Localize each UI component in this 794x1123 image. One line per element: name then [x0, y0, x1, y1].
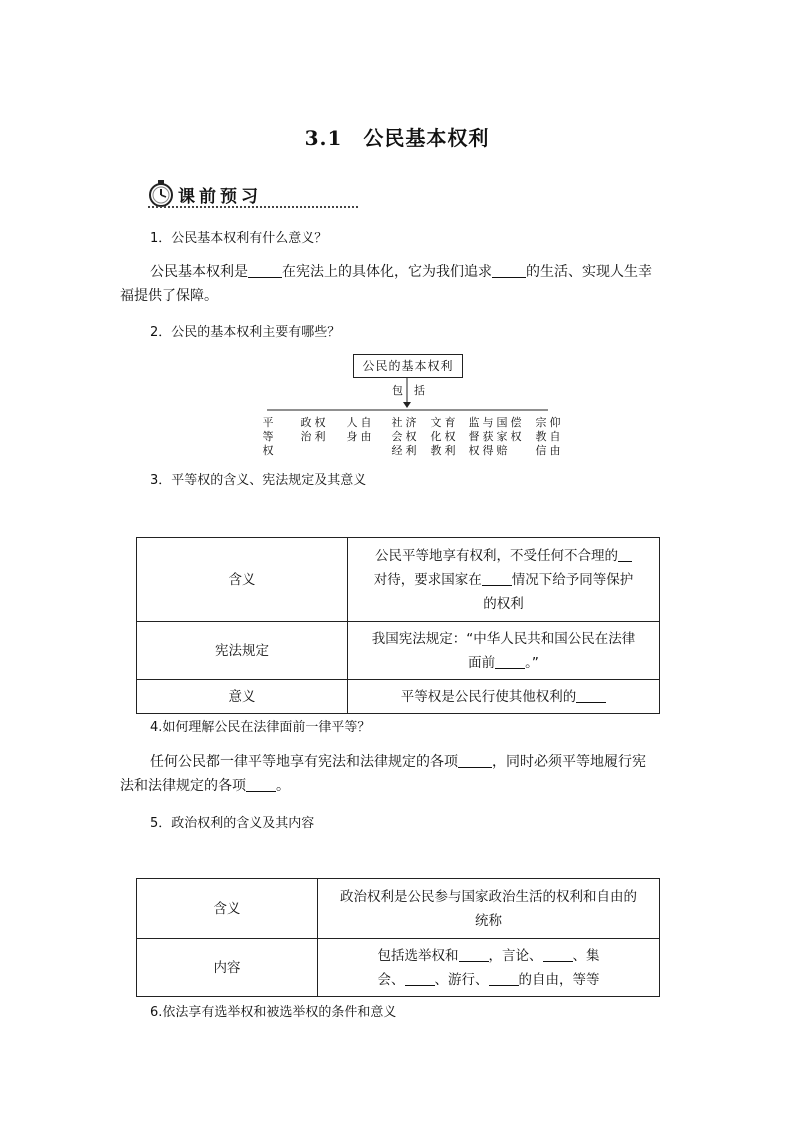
blank — [618, 547, 632, 562]
branch-religion: 宗 教 信 仰 自 由 — [535, 416, 561, 457]
answer-1-text-d: 福提供了保障。 — [120, 288, 218, 304]
row-content-line: 面前 — [468, 654, 496, 671]
blank — [246, 777, 276, 792]
row-content — [318, 939, 660, 997]
blank — [489, 971, 519, 986]
blank — [543, 947, 573, 962]
blank — [492, 263, 526, 278]
table-row — [137, 879, 660, 939]
row-content-line: 公民平等地享有权利，不受任何不合理的 — [375, 547, 618, 564]
answer-1-text-a: 公民基本权利是 — [150, 264, 248, 280]
row-content-line: 的自由，等等 — [518, 971, 600, 988]
section-underline — [148, 206, 358, 208]
row-content-line: 、集 — [572, 947, 600, 964]
row-label: 含义 — [137, 879, 318, 939]
row-content — [348, 538, 660, 622]
row-content-line: 包括选举权和 — [377, 947, 459, 964]
branch-personal: 人 身 自 由 — [346, 416, 372, 443]
row-content-line: 我国宪法规定：“中华人民共和国公民在法律 — [371, 630, 636, 647]
question-5: 5．政治权利的含义及其内容 — [150, 816, 315, 831]
table-row — [137, 538, 660, 622]
row-content-line: 、游行、 — [434, 971, 489, 988]
political-rights-table — [136, 878, 660, 997]
table-row — [137, 939, 660, 997]
question-2: 2．公民的基本权利主要有哪些？ — [150, 325, 341, 340]
branch-political: 政 治 权 利 — [300, 416, 326, 443]
stopwatch-icon — [146, 178, 176, 208]
row-content-line: 政治权利是公民参与国家政治生活的权利和自由的 — [340, 888, 637, 905]
row-label: 内容 — [137, 939, 318, 997]
section-label: 课前预习 — [178, 187, 262, 207]
question-3: 3．平等权的含义、宪法规定及其意义 — [150, 473, 367, 488]
row-content-line: ，言论、 — [488, 947, 543, 964]
diagram-root: 公民的基本权利 — [353, 354, 463, 378]
branch-socioeconomic: 社 会 经 济 权 利 — [391, 416, 417, 457]
row-content-line: 。” — [525, 654, 539, 671]
page-title: 3.1 公民基本权利 — [304, 126, 490, 150]
blank — [495, 654, 525, 669]
row-content-line: 平等权是公民行使其他权利的 — [400, 688, 577, 705]
section-header — [146, 176, 360, 212]
blank — [405, 971, 435, 986]
table-row — [137, 622, 660, 680]
row-content — [348, 622, 660, 680]
branch-equality: 平 等 权 — [262, 416, 274, 457]
equality-table — [136, 537, 660, 714]
row-content-line: 对待，要求国家在 — [373, 571, 482, 588]
answer-4-text-a: 任何公民都一律平等地享有宪法和法律规定的各项 — [150, 754, 458, 770]
row-label: 含义 — [137, 538, 348, 622]
blank — [576, 688, 606, 703]
branch-education: 文 化 教 育 权 利 — [430, 416, 456, 457]
blank — [248, 263, 282, 278]
row-content — [348, 680, 660, 714]
rights-diagram — [250, 352, 570, 462]
row-content-line: 的权利 — [483, 595, 524, 612]
row-label: 意义 — [137, 680, 348, 714]
row-content-line: 会、 — [377, 971, 405, 988]
question-4: 4.如何理解公民在法律面前一律平等？ — [150, 720, 371, 735]
row-label: 宪法规定 — [137, 622, 348, 680]
blank — [459, 947, 489, 962]
answer-4-text-d: 。 — [276, 778, 290, 794]
row-content-line: 情况下给予同等保护 — [511, 571, 634, 588]
table-row — [137, 680, 660, 714]
answer-4 — [120, 750, 690, 798]
connector-char-a: 包 — [392, 384, 403, 397]
row-content — [318, 879, 660, 939]
answer-1 — [120, 260, 680, 308]
connector-char-b: 括 — [414, 384, 425, 397]
answer-1-text-b: 在宪法上的具体化，它为我们追求 — [282, 264, 492, 280]
answer-4-text-b: ，同时必须平等地履行宪 — [492, 754, 646, 770]
branch-supervision: 监 督 权 与 获 得 国 家 赔 偿 权 — [468, 416, 522, 457]
answer-4-text-c: 法和法律规定的各项 — [120, 778, 246, 794]
blank — [458, 753, 492, 768]
answer-1-text-c: 的生活、实现人生幸 — [526, 264, 652, 280]
question-1: 1．公民基本权利有什么意义？ — [150, 231, 328, 246]
question-6: 6.依法享有选举权和被选举权的条件和意义 — [150, 1005, 397, 1020]
row-content-line: 统称 — [475, 912, 502, 929]
blank — [482, 571, 512, 586]
